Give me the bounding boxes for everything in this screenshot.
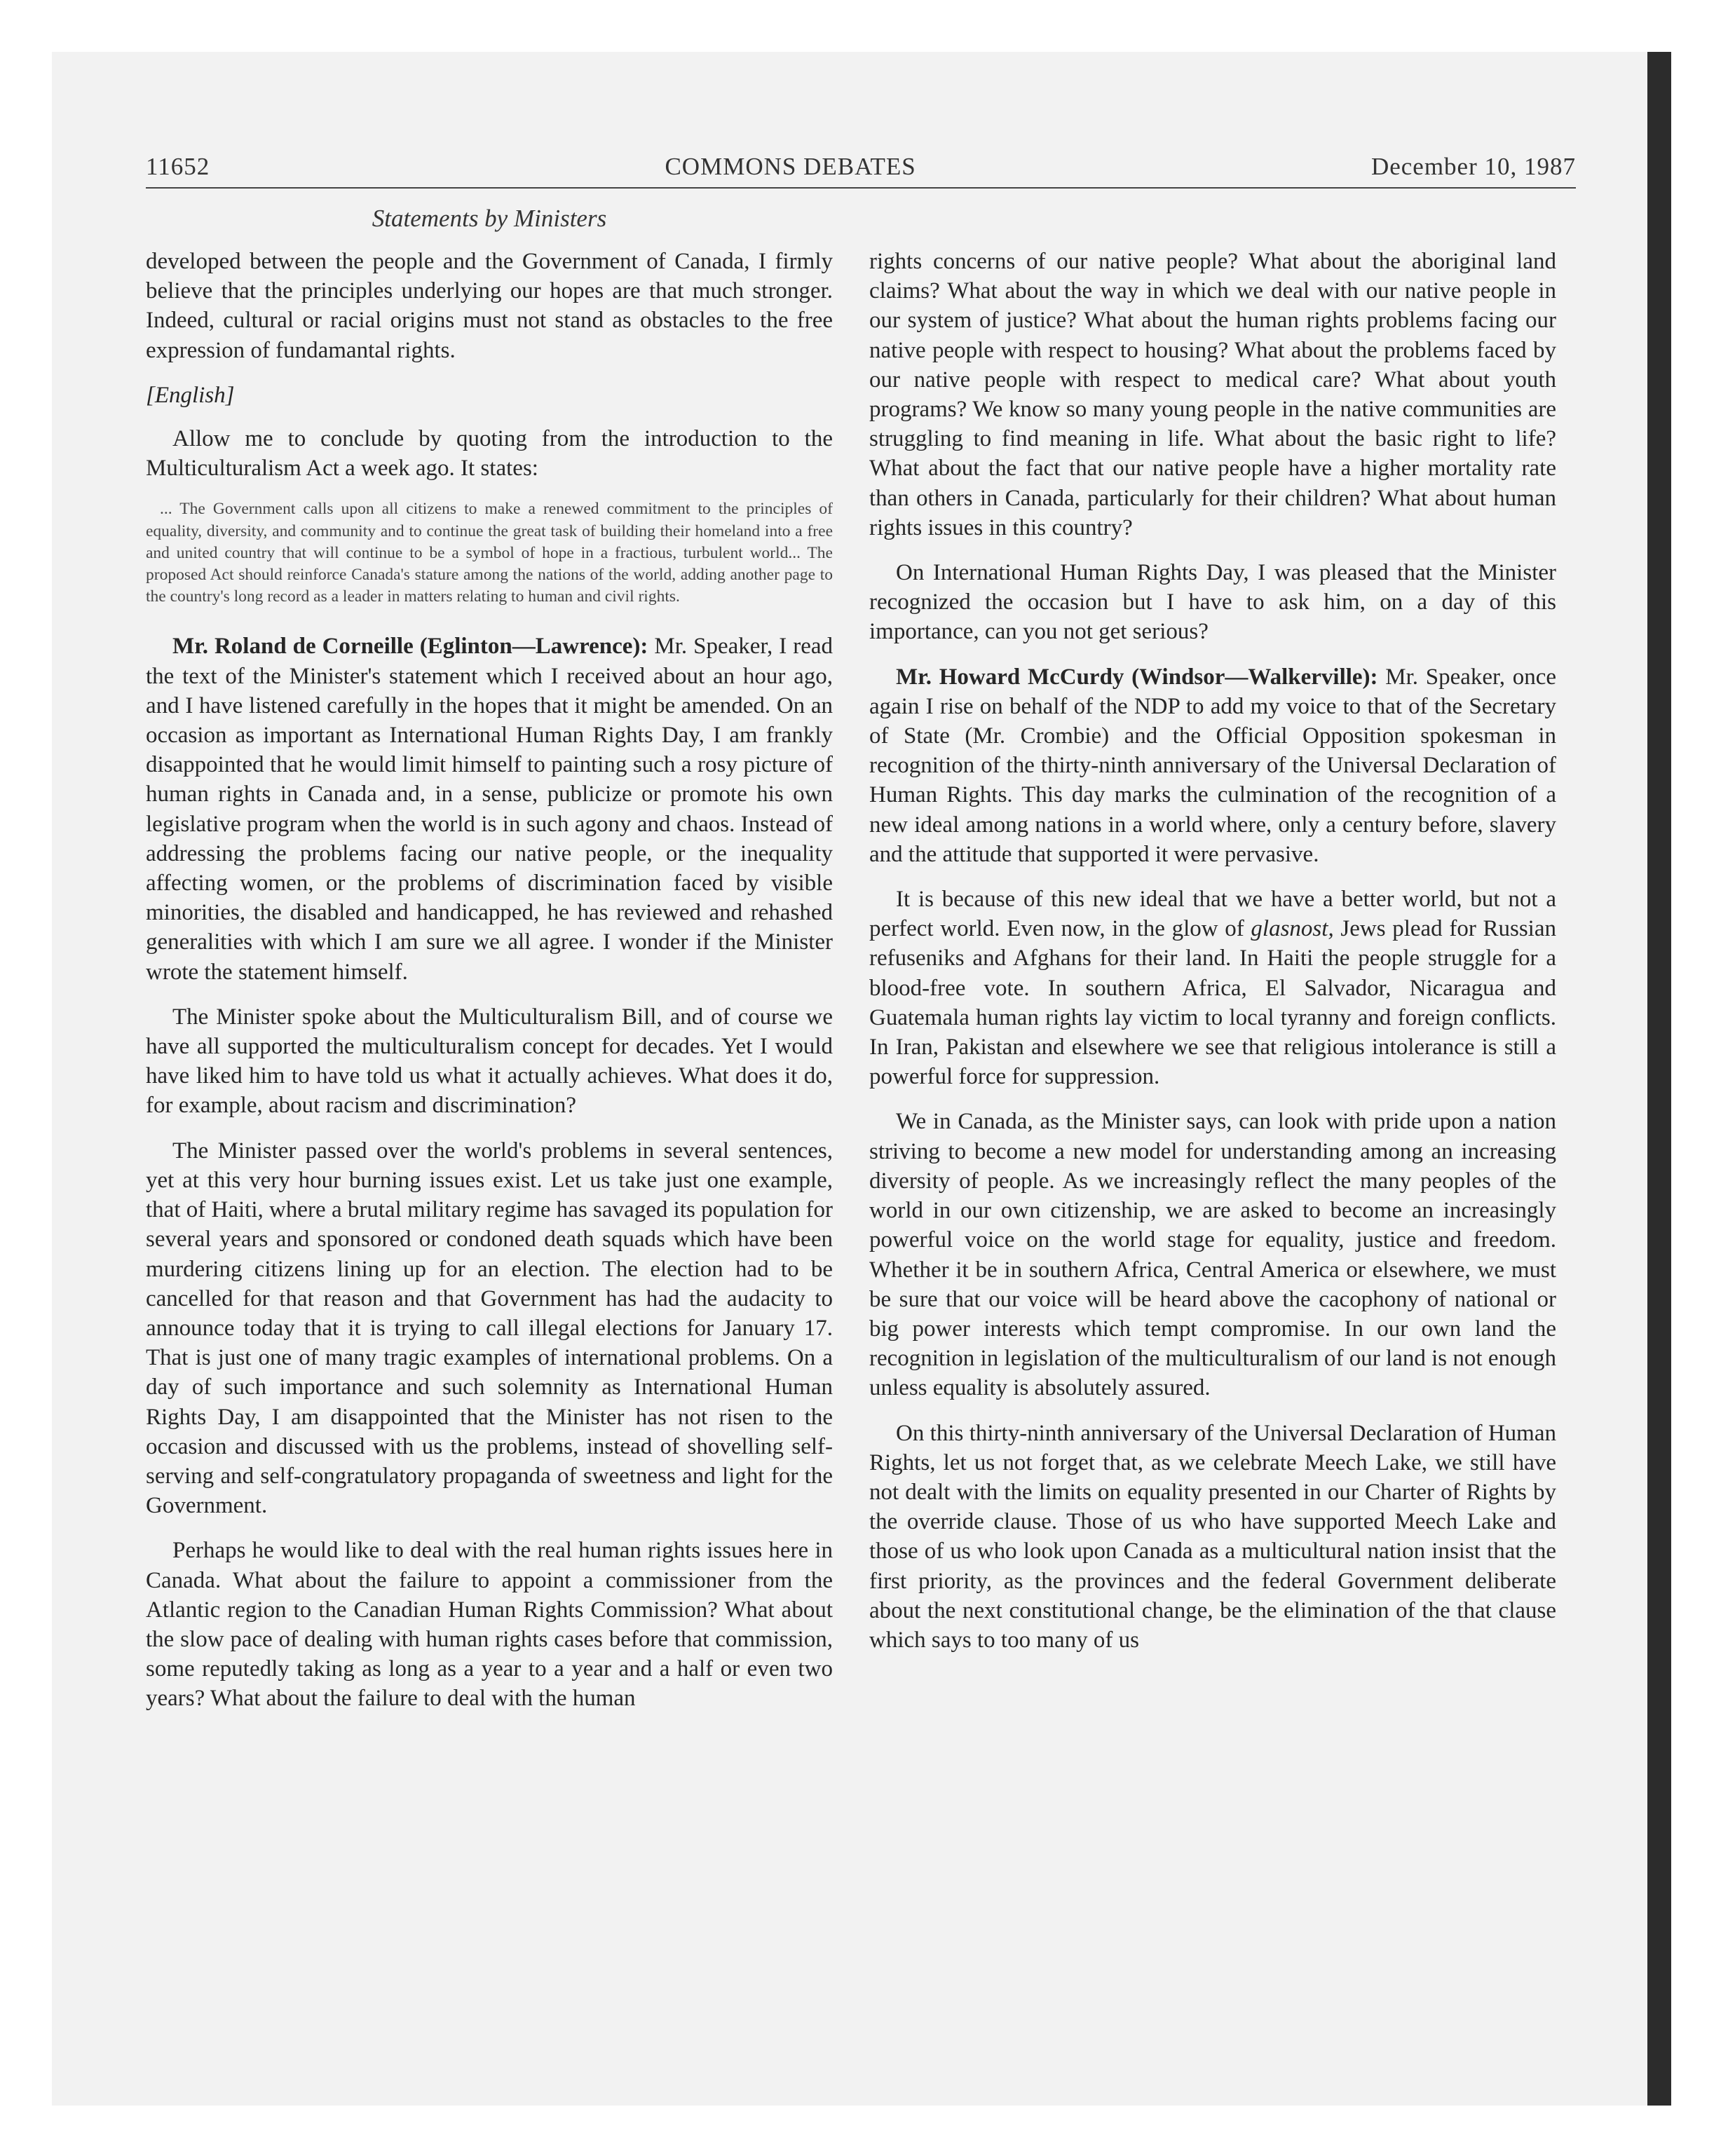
block-quote: ... The Government calls upon all citizens to make a renewed commitment to the principles of equality, diversity, and community and to continue the great task of building their homeland into a free and united country that will continue to be a symbol of hope in a fractious, turbulent world... The proposed Act should reinforce Canada's stature among the nations of the world, adding another page to the country's long record as a leader in matters relating to human and civil rights. [146, 500, 833, 606]
section-title: Statements by Ministers [372, 205, 607, 232]
speaker-name: Mr. Howard McCurdy (Windsor—Walkerville): [896, 664, 1378, 690]
page-header [146, 153, 1576, 181]
publication-title: COMMONS DEBATES [665, 153, 916, 180]
speech-paragraph [146, 632, 833, 986]
speaker-name: Mr. Roland de Corneille (Eglinton—Lawrence): [172, 634, 648, 660]
speech-text: Mr. Speaker, once again I rise on behalf of the NDP to add my voice to that of the Secretary of State (Mr. Crombie) and the Official Opposition spokesman in recognition of the thirty-ninth anniversary of the Universal Declaration of Human Rights. This day marks the culmination of the recognition of a new ideal among nations in a world where, only a century before, slavery and the attitude that supported it were pervasive. [869, 664, 1556, 867]
paragraph: On this thirty-ninth anniversary of the Universal Declaration of Human Rights, let us not forget that, as we celebrate Meech Lake, we still have not dealt with the limits on equality presented in our Charter of Rights by the override clause. Those of us who have supported Meech Lake and those of us who look upon Canada as a multicultural nation insist that the first priority, as the provinces and the federal Government deliberate about the next constitutional change, be the elimination of the that clause which says to too many of us [869, 1420, 1556, 1653]
paragraph: The Minister passed over the world's problems in several sentences, yet at this very hour burning issues exist. Let us take just one example, that of Haiti, where a brutal military regime has savaged its population for several years and sponsored or condoned death squads which have been murdering citizens lining up for an election. The election had to be cancelled for that reason and that Government has had the audacity to announce today that it is trying to call illegal elections for January 17. That is just one of many tragic examples of international problems. On a day of such importance and such solemnity as International Human Rights Day, I am disappointed that the Minister has not risen to the occasion and discussed with us the problems, instead of shovelling self-serving and self-congratulatory propaganda of sweetness and light for the Government. [146, 1138, 833, 1519]
speech-text: Mr. Speaker, I read the text of the Minister's statement which I received about an hour ago, and I have listened carefully in the hopes that it might be amended. On an occasion as important as International Human Rights Day, I am frankly disappointed that he would limit himself to painting such a rosy picture of human rights in Canada and, in a sense, publicize or promote his own legislative program when the world is in such agony and chaos. Instead of addressing the problems facing our native people, or the inequality affecting women, or the problems of discrimination faced by visible minorities, the disabled and handicapped, he has reviewed and rehashed generalities with which I am sure we all agree. I wonder if the Minister wrote the statement himself. [146, 634, 834, 985]
paragraph: developed between the people and the Government of Canada, I firmly believe that the principles underlying our hopes are that much stronger. Indeed, cultural or racial origins must not stand as obstacles to the free expression of fundamantal rights. [146, 249, 833, 363]
speech-paragraph [869, 662, 1556, 869]
text-run: Jews plead for Russian refuseniks and Afghans for their land. In Haiti the people struggle for a blood-free vote. In southern Africa, El Salvador, Nicaragua and Guatemala human rights lay victim to local tyranny and foreign conflicts. In Iran, Pakistan and elsewhere we see that religious intolerance is still a powerful force for suppression. [869, 916, 1557, 1090]
paragraph: On International Human Rights Day, I was pleased that the Minister recognized the occasion but I have to ask him, on a day of this importance, can you not get serious? [869, 560, 1556, 645]
header-rule [146, 187, 1576, 189]
right-column [869, 247, 1556, 1655]
paragraph: We in Canada, as the Minister says, can look with pride upon a nation striving to become a new model for understanding among an increasing diversity of people. As we increasingly reflect the many peoples of the world in our own citizenship, we are asked to become an increasingly powerful voice on the world stage for equality, justice and freedom. Whether it be in southern Africa, Central America or elsewhere, we must be sure that our voice will be heard above the cacophony of national or big power interests which tempt compromise. In our own land the recognition in legislation of the multiculturalism of our land is not enough unless equality is absolutely assured. [869, 1109, 1556, 1401]
paragraph: The Minister spoke about the Multiculturalism Bill, and of course we have all supported the multiculturalism concept for decades. Yet I would have liked him to have told us what it actually achieves. What does it do, for example, about racism and discrimination? [146, 1004, 833, 1119]
language-marker: [English] [146, 382, 235, 408]
left-column [146, 247, 833, 1714]
text-run: It is because of this new ideal that we have a better world, but not a perfect world. Even now, in the glow of [869, 887, 1556, 942]
paragraph: Allow me to conclude by quoting from the introduction to the Multiculturalism Act a week ago. It states: [146, 426, 833, 482]
paragraph [869, 885, 1556, 1091]
header-date: December 10, 1987 [1370, 153, 1576, 180]
paragraph: Perhaps he would like to deal with the real human rights issues here in Canada. What about the failure to appoint a commissioner from the Atlantic region to the Canadian Human Rights Commission? What about the slow pace of dealing with human rights cases before that commission, some reputedly taking as long as a year to a year and a half or even two years? What about the failure to deal with the human [146, 1538, 833, 1712]
scan-edge-shadow [1647, 52, 1671, 2106]
italic-term: glasnost, [1251, 916, 1334, 942]
page-number: 11652 [146, 153, 210, 180]
paragraph: rights concerns of our native people? What about the aboriginal land claims? What about the way in which we deal with our native people in our system of justice? What about the human rights problems facing our native people with respect to housing? What about the problems faced by our native people with respect to medical care? What about youth programs? We know so many young people in the native communities are struggling to find meaning in life. What about the basic right to life? What about the fact that our native people have a higher mortality rate than others in Canada, particularly for their children? What about human rights issues in this country? [869, 249, 1556, 540]
